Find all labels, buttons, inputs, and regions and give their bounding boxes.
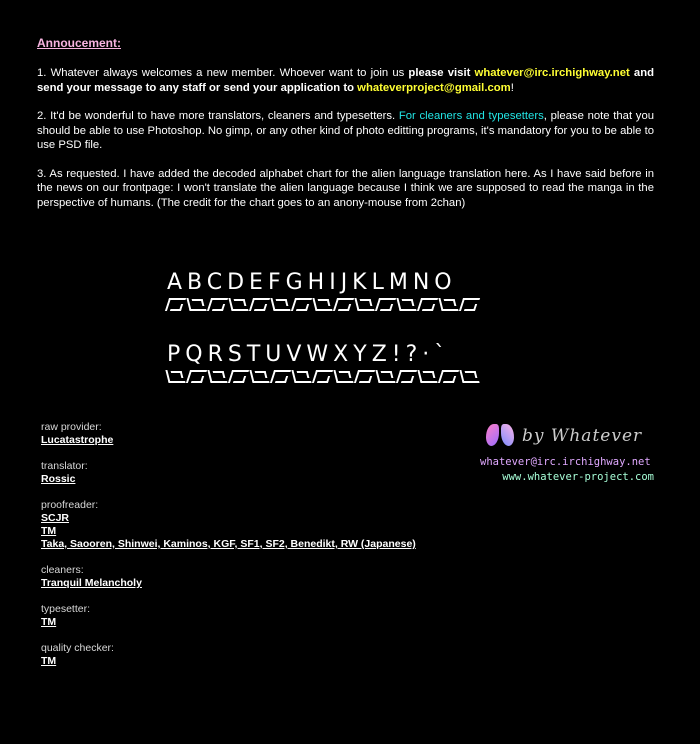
credit-label: raw provider: — [41, 421, 102, 433]
credit-value[interactable]: Lucatastrophe — [41, 434, 114, 446]
paragraph-staff — [37, 109, 654, 153]
alien-glyph-icon — [291, 298, 312, 311]
p2-text: 2. It'd be wonderful to have more translators, cleaners and typesetters. — [37, 110, 399, 122]
credit-translator — [41, 460, 461, 486]
alien-glyph-icon — [249, 298, 270, 311]
credit-label: cleaners: — [41, 564, 84, 576]
paragraph-alien: 3. As requested. I have added the decoded alphabet chart for the alien language translation here. As I have said before in the news on our frontpage: I won't translate the alien language because I think we are supposed to read the manga in the perspective of humans. (The credit for the chart goes to an anony-mouse from 2chan) — [37, 167, 654, 209]
alien-glyph-icon — [375, 370, 395, 383]
p1-please-visit: please visit — [408, 67, 475, 79]
alien-glyph-icon — [207, 298, 228, 311]
alien-glyph-icon — [333, 370, 353, 383]
credits — [41, 421, 461, 681]
butterfly-icon — [486, 424, 514, 448]
alien-glyph-row-2 — [167, 370, 537, 383]
alien-glyph-icon — [165, 298, 186, 311]
credit-value[interactable]: TM — [41, 616, 57, 628]
p2-highlight: For cleaners and typesetters — [398, 110, 544, 122]
p1-end: ! — [510, 81, 514, 94]
whatever-logo — [480, 424, 660, 483]
alien-glyph-icon — [396, 370, 417, 383]
alien-glyph-icon — [270, 370, 291, 383]
p2-text-end: , please note that you should be able to use Photoshop. No gimp, or any other kind of photo editting programs, it's mandatory for you to be able to use PSD file. — [37, 110, 655, 151]
email-link[interactable]: whateverproject@gmail.com — [357, 81, 511, 94]
alien-glyph-icon — [207, 370, 227, 383]
credit-raw-provider — [41, 421, 461, 447]
alien-glyph-icon — [228, 370, 249, 383]
alien-glyph-icon — [459, 370, 479, 383]
alien-glyph-icon — [291, 370, 311, 383]
alien-glyph-icon — [312, 370, 333, 383]
announcement — [37, 36, 654, 224]
logo-script: by Whatever — [522, 426, 643, 446]
alien-glyph-icon — [354, 298, 374, 311]
credit-cleaners — [41, 564, 461, 590]
alphabet-row-2: PQRSTUVWXYZ!?·ˋ — [167, 342, 451, 367]
alien-glyph-icon — [438, 370, 459, 383]
irc-link[interactable]: whatever@irc.irchighway.net — [474, 67, 630, 79]
alphabet-chart-row-2 — [167, 342, 537, 383]
logo-header — [480, 424, 660, 448]
credit-value[interactable]: SCJR — [41, 512, 70, 524]
credit-value[interactable]: TM — [41, 525, 57, 537]
p1-send-text: and send your message to any staff or send your application to — [37, 67, 654, 94]
alien-glyph-icon — [249, 370, 269, 383]
alien-glyph-icon — [396, 298, 416, 311]
alien-glyph-icon — [459, 298, 480, 311]
credit-quality-checker — [41, 642, 461, 668]
credit-value[interactable]: TM — [41, 655, 57, 667]
paragraph-join — [37, 66, 654, 95]
credit-label: quality checker: — [41, 642, 114, 654]
alien-glyph-icon — [438, 298, 458, 311]
logo-irc[interactable]: whatever@irc.irchighway.net — [480, 456, 651, 468]
credit-label: typesetter: — [41, 603, 91, 615]
credit-label: translator: — [41, 460, 88, 472]
alphabet-chart-row-1 — [167, 270, 537, 311]
alien-glyph-icon — [165, 370, 185, 383]
alphabet-row-1: ABCDEFGHIJKLMNO — [167, 270, 457, 295]
alien-glyph-row-1 — [167, 298, 537, 311]
alien-glyph-icon — [186, 370, 207, 383]
credit-typesetter — [41, 603, 461, 629]
announcement-title: Annoucement: — [37, 36, 121, 50]
alien-glyph-icon — [312, 298, 332, 311]
credit-label: proofreader: — [41, 499, 99, 511]
alien-glyph-icon — [354, 370, 375, 383]
alien-glyph-icon — [333, 298, 354, 311]
credit-value[interactable]: Rossic — [41, 473, 76, 485]
alien-glyph-icon — [270, 298, 290, 311]
alien-glyph-icon — [375, 298, 396, 311]
alien-glyph-icon — [228, 298, 248, 311]
credit-proofreader — [41, 499, 461, 551]
credit-value[interactable]: Taka, Saooren, Shinwei, Kaminos, KGF, SF1, SF2, Benedikt, RW (Japanese) — [41, 538, 416, 550]
alien-glyph-icon — [186, 298, 206, 311]
alien-glyph-icon — [417, 298, 438, 311]
logo-website[interactable]: www.whatever-project.com — [502, 471, 654, 483]
credit-value[interactable]: Tranquil Melancholy — [41, 577, 142, 589]
p1-text: 1. Whatever always welcomes a new member. Whoever want to join us — [37, 67, 409, 79]
alien-glyph-icon — [417, 370, 437, 383]
